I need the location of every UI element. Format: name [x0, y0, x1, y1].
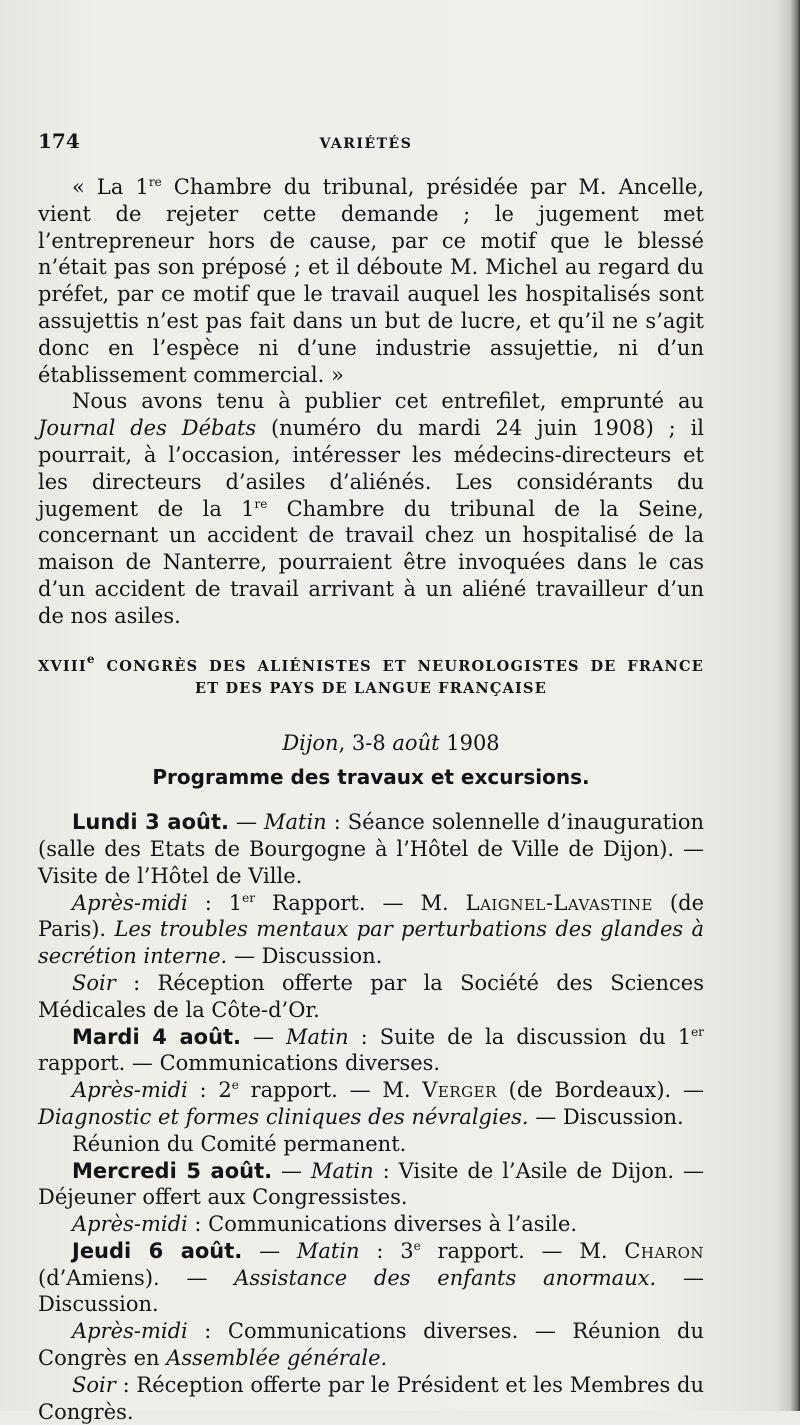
jeudi-t3: rapport. — M.	[420, 1238, 625, 1263]
jeudi-matin: Matin	[296, 1238, 360, 1263]
jeudi-soir: Soir	[72, 1372, 116, 1397]
mardi-t2: : Suite de la discussion du 1	[348, 1024, 692, 1049]
lundi-apres: Après-midi	[72, 890, 188, 915]
running-head: VARIÉTÉS	[319, 136, 413, 152]
quote-open: « La 1	[72, 175, 149, 199]
mardi-apres: Après-midi	[72, 1078, 188, 1103]
jeudi-t2: : 3	[359, 1238, 414, 1263]
commentary-paragraph	[38, 388, 704, 629]
mardi-speaker: Verger	[422, 1078, 497, 1103]
mardi-afternoon	[38, 1077, 704, 1131]
section-roman-sup: e	[86, 651, 96, 666]
lundi-morning	[38, 809, 704, 889]
quote-paragraph	[38, 174, 704, 388]
dates: , 3-8	[338, 730, 393, 755]
quote-sup: re	[148, 175, 162, 189]
lundi-t2: : Séance solennelle d’inauguration (salle des Etats de Bourgogne à l’Hôtel de Ville de Dijon). — Visite de l’Hôtel de Ville.	[38, 810, 705, 888]
jeudi-title: Assistance des enfants anormaux.	[234, 1265, 657, 1290]
lundi-t4: Rapport. — M.	[255, 890, 466, 915]
jeudi-t4: (d’Amiens). —	[38, 1265, 235, 1290]
jeudi-evening	[38, 1372, 704, 1425]
place-date	[38, 730, 704, 757]
section-title-line1	[38, 651, 704, 678]
jeudi-morning	[38, 1238, 704, 1318]
lundi-t3sup: er	[242, 890, 256, 905]
jeudi-apres: Après-midi	[72, 1319, 188, 1344]
lundi-t5: (de Paris).	[38, 890, 704, 942]
mercredi-t1: —	[272, 1158, 311, 1183]
mardi-t4sup: e	[231, 1078, 239, 1093]
jeudi-t1: —	[242, 1238, 297, 1263]
para2-b: (numéro du mardi 24 juin 1908) ; il pourrait, à l’occasion, intéresser les médecins-directeurs et les directeurs d’asiles d’aliénés. Les considérants du jugement de la 1	[38, 416, 704, 521]
lundi-speaker: Laignel-Lavastine	[465, 890, 653, 915]
section-roman: XVIII	[38, 657, 87, 675]
section-line1-text: CONGRÈS DES ALIÉNISTES ET NEUROLOGISTES DE FRANCE	[95, 657, 704, 675]
year: 1908	[439, 730, 500, 755]
jeudi-t2sup: e	[413, 1238, 421, 1253]
mercredi-apres: Après-midi	[72, 1212, 188, 1237]
page-number: 174	[38, 129, 80, 153]
para2-sup: re	[254, 496, 268, 511]
place: Dijon	[282, 730, 339, 755]
program	[38, 809, 704, 1425]
mardi-meeting: Réunion du Comité permanent.	[72, 1131, 407, 1156]
mardi-t6: (de Bordeaux). —	[496, 1078, 704, 1103]
lundi-t3: : 1	[187, 890, 243, 915]
jeudi-t6: : Communications diverses. — Réunion du Congrès en	[38, 1319, 704, 1371]
jeudi-speaker: Charon	[624, 1238, 705, 1263]
page-edge-shadow	[790, 0, 800, 1411]
lundi-t7: : Réception offerte par la Société des Sciences Médicales de la Côte-d’Or.	[38, 970, 704, 1022]
mardi-t5: rapport. — M.	[238, 1078, 423, 1103]
quote-rest: Chambre du tribunal, présidée par M. Ancelle, vient de rejeter cette demande ; le jugement met l’entrepreneur hors de cause, par ce motif que le blessé n’était pas son préposé ; et il déboute M. Michel au regard du préfet, par ce motif que le travail auquel les hospitalisés sont assujettis n’est pas fait dans un but de lucre, et qu’il ne s’agit donc en l’espèce ni d’une industrie assujettie, ni d’un établissement commercial. »	[38, 175, 704, 387]
mardi-matin: Matin	[285, 1024, 349, 1049]
mardi-title: Diagnostic et formes cliniques des névralgies.	[38, 1104, 529, 1129]
section-title	[38, 651, 704, 700]
lundi-title: Les troubles mentaux par perturbations des glandes à secrétion interne.	[38, 917, 704, 969]
day-lundi: Lundi 3 août.	[72, 810, 229, 835]
journal-title: Journal des Débats	[38, 416, 257, 441]
jeudi-afternoon	[38, 1318, 704, 1372]
mercredi-t2: : Visite de l’Asile de Dijon. — Déjeuner offert aux Congressistes.	[38, 1158, 704, 1210]
mercredi-afternoon	[38, 1211, 704, 1238]
mercredi-matin: Matin	[310, 1158, 374, 1183]
day-jeudi: Jeudi 6 août.	[72, 1238, 243, 1263]
mardi-t2sup: er	[691, 1024, 704, 1039]
day-mercredi: Mercredi 5 août.	[72, 1158, 273, 1183]
mardi-t1: —	[241, 1024, 286, 1049]
page-header	[38, 128, 704, 158]
section-title-line2: ET DES PAYS DE LANGUE FRANÇAISE	[195, 679, 547, 697]
jeudi-t7: : Réception offerte par le Président et les Membres du Congrès.	[38, 1372, 704, 1424]
lundi-t6: — Discussion.	[227, 944, 383, 969]
program-title: Programme des travaux et excursions.	[152, 765, 590, 790]
lundi-soir: Soir	[72, 970, 116, 995]
mardi-morning	[38, 1024, 704, 1078]
month: août	[392, 730, 440, 755]
page-content	[38, 128, 704, 1425]
jeudi-assemblee: Assemblée générale.	[166, 1346, 388, 1371]
para2-c: Chambre du tribunal de la Seine, concernant un accident de travail chez un hospitalisé de la maison de Nanterre, pourraient être invoquées dans le cas d’un accident de travail arrivant à un aliéné travailleur d’un de nos asiles.	[38, 496, 704, 628]
mardi-t3: rapport. — Communications diverses.	[38, 1051, 441, 1076]
mardi-t7: — Discussion.	[528, 1104, 684, 1129]
mardi-t4: : 2	[187, 1078, 232, 1103]
lundi-matin: Matin	[264, 810, 327, 835]
lundi-evening	[38, 970, 704, 1024]
mercredi-morning	[38, 1158, 704, 1212]
lundi-t1: —	[228, 810, 264, 835]
day-mardi: Mardi 4 août.	[72, 1024, 242, 1049]
lundi-afternoon	[38, 890, 704, 970]
jeudi-t5: — Discussion.	[38, 1265, 704, 1317]
para2-a: Nous avons tenu à publier cet entrefilet, emprunté au	[72, 389, 704, 414]
mercredi-t3: : Communications diverses à l’asile.	[187, 1212, 578, 1237]
